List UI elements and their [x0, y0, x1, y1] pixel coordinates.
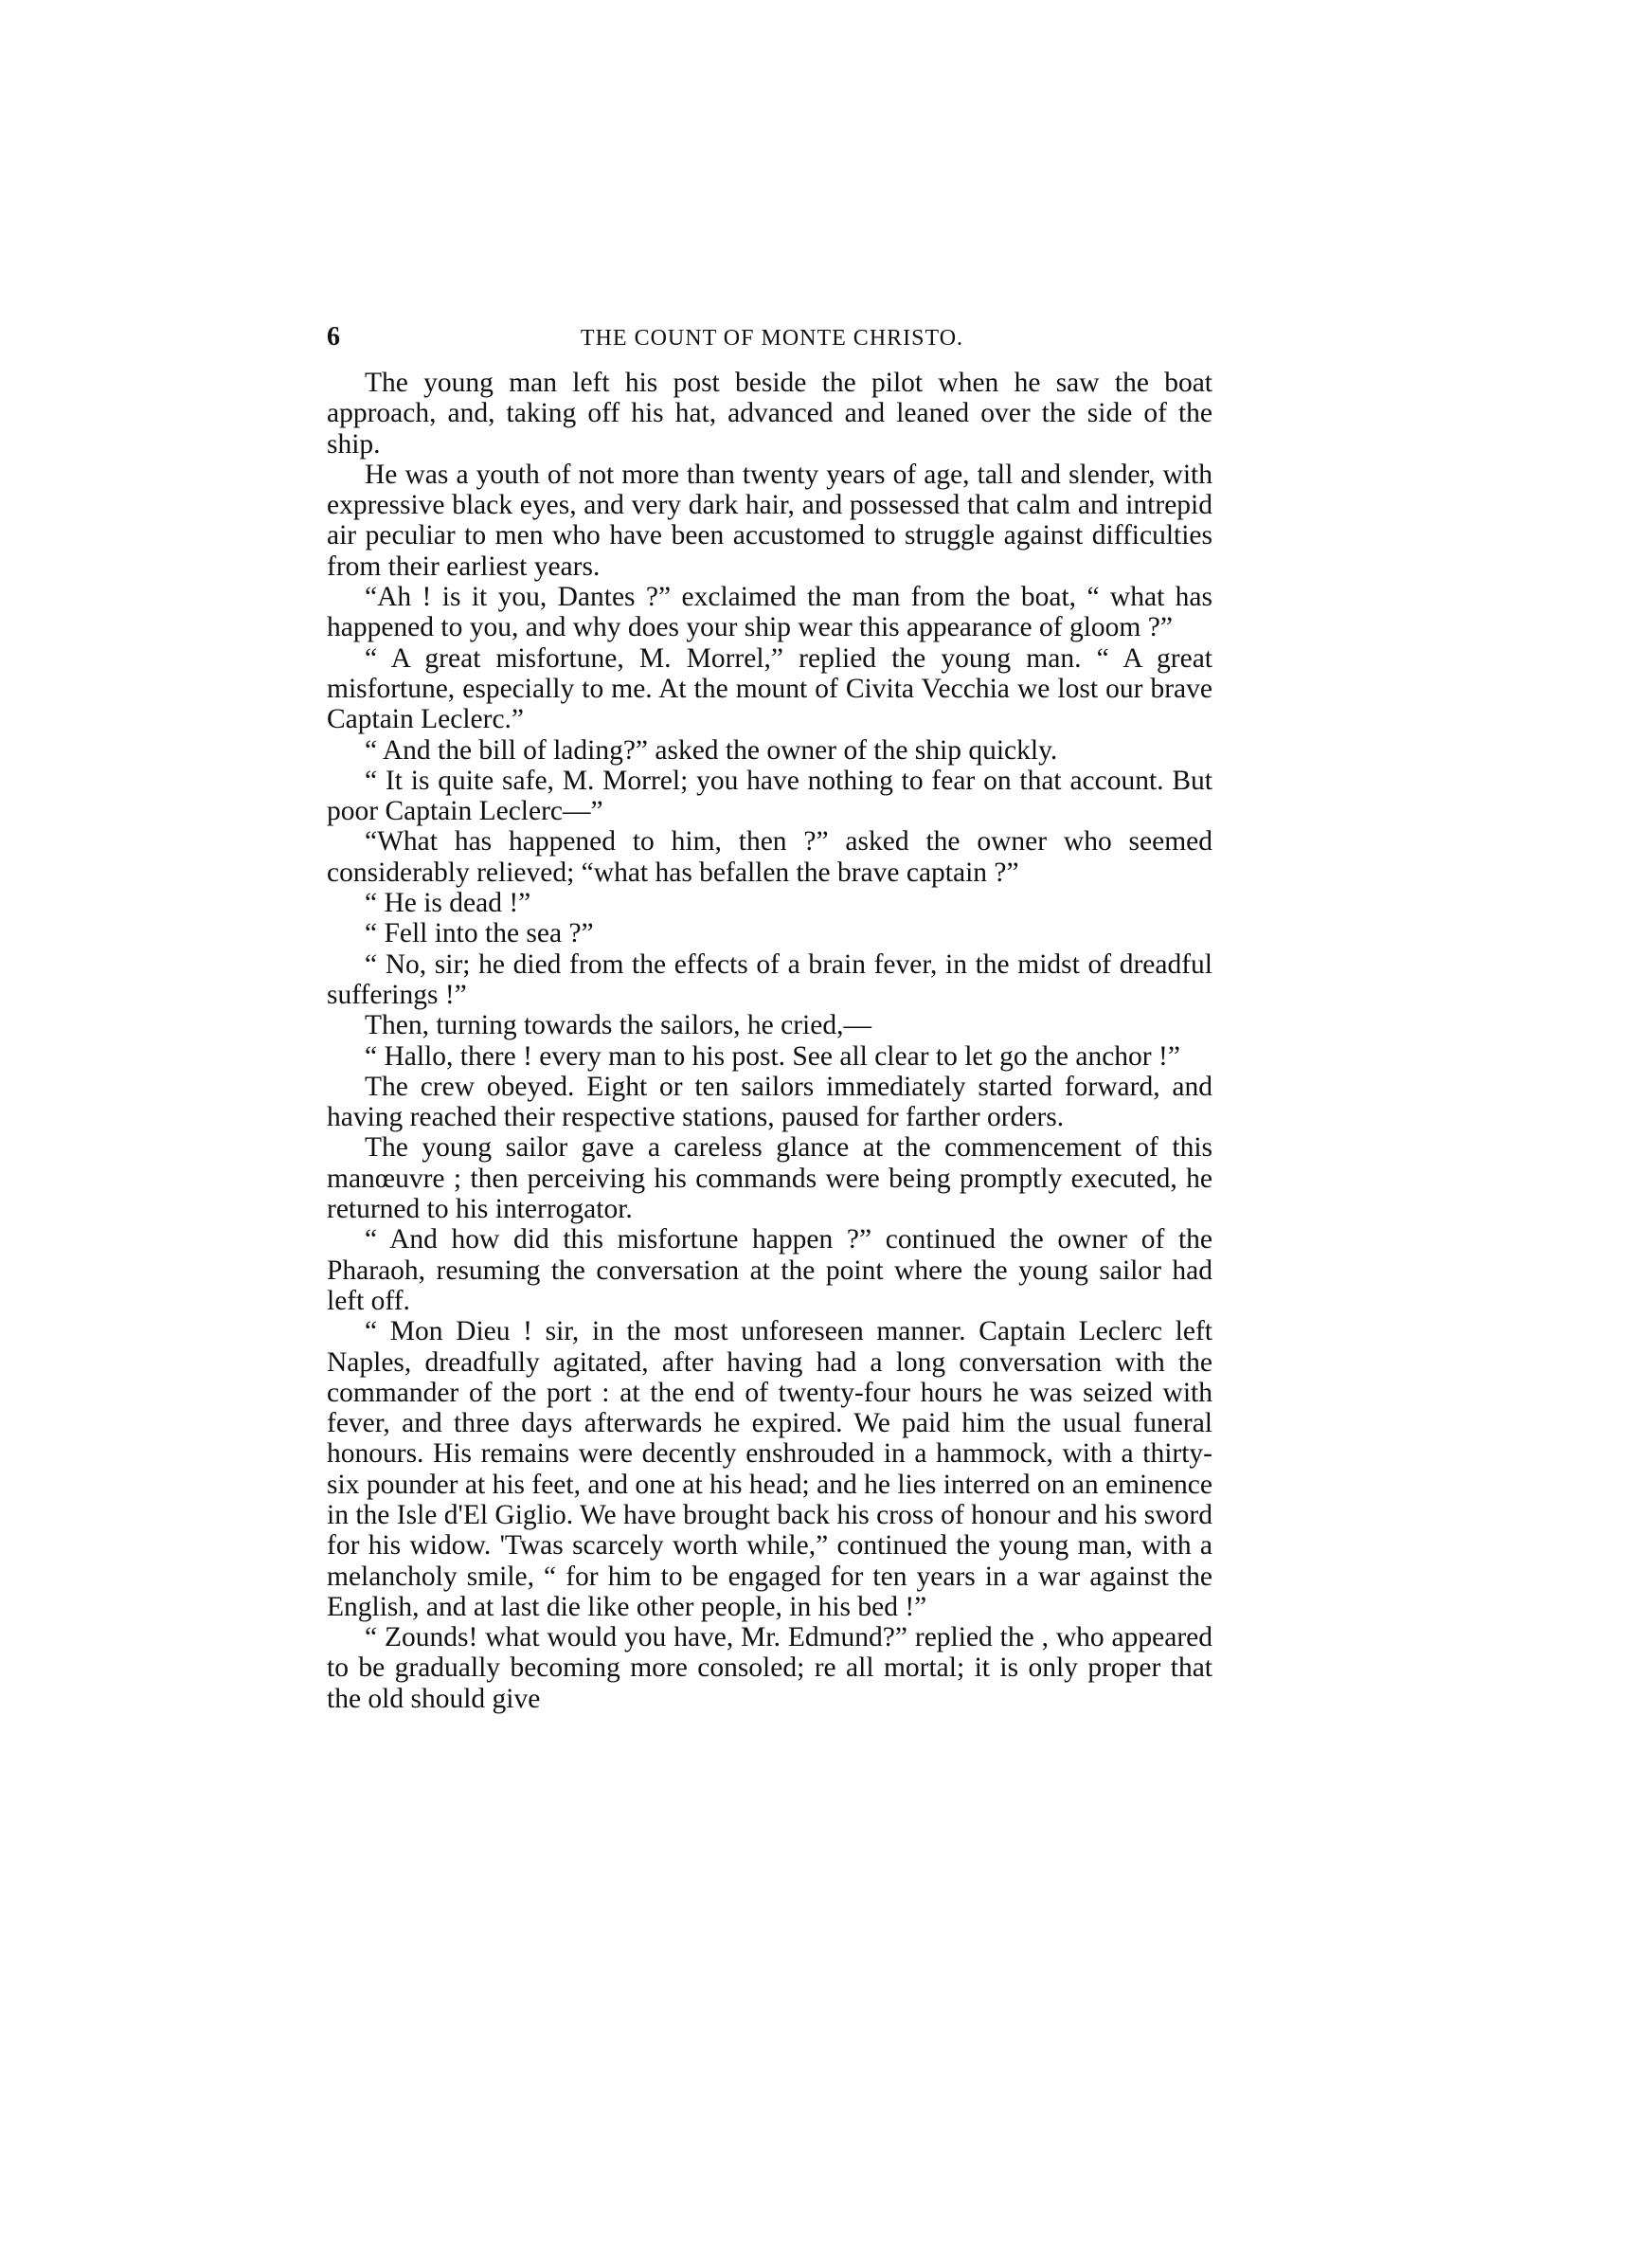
paragraph: “ Zounds! what would you have, Mr. Edmund?” replied the , who appeared to be gradually becoming more consoled; re all mortal; it is only proper that the old should give [327, 1622, 1212, 1714]
paragraph: “ And how did this misfortune happen ?” continued the owner of the Pharaoh, resuming the conversation at the point where the young sailor had left off. [327, 1224, 1212, 1316]
paragraph: “ Hallo, there ! every man to his post. See all clear to let go the anchor !” [365, 1040, 1180, 1072]
paragraph: “ No, sir; he died from the effects of a brain fever, in the midst of dreadful sufferings !” [327, 948, 1212, 1010]
paragraph: The young man left his post beside the pilot when he saw the boat approach, and, taking off his hat, advanced and leaned over the side of the ship. [327, 368, 1212, 460]
paragraph: Then, turning towards the sailors, he cried,— [365, 1010, 871, 1041]
running-title: THE COUNT OF MONTE CHRISTO. [580, 326, 964, 351]
paragraph: “ He is dead !” [365, 888, 531, 919]
paragraph: “ It is quite safe, M. Morrel; you have nothing to fear on that account. But poor Captain Leclerc—” [327, 765, 1212, 827]
page-number: 6 [327, 322, 340, 352]
paragraph: He was a youth of not more than twenty years of age, tall and slender, with expressive black eyes, and very dark hair, and possessed that calm and intrepid air peculiar to men who have been accustomed to struggle against difficulties from their earliest years. [327, 459, 1212, 582]
paragraph: The crew obeyed. Eight or ten sailors immediately started forward, and having reached their respective stations, paused for farther orders. [327, 1071, 1212, 1133]
paragraph: “Ah ! is it you, Dantes ?” exclaimed the man from the boat, “ what has happened to you, and why does your ship wear this appearance of gloom ?” [327, 582, 1212, 643]
paragraph: The young sailor gave a careless glance at the commencement of this manœuvre ; then perceiving his commands were being promptly executed, he returned to his interrogator. [327, 1132, 1212, 1225]
body-text [327, 368, 1212, 1714]
paragraph: “ Mon Dieu ! sir, in the most unforeseen manner. Captain Leclerc left Naples, dreadfully agitated, after having had a long conversation with the commander of the port : at the end of twenty-four hours he was seized with fever, and three days afterwards he expired. We paid him the usual funeral honours. His remains were decently enshrouded in a hammock, with a thirty-six pounder at his feet, and one at his head; and he lies interred on an eminence in the Isle d'El Giglio. We have brought back his cross of honour and his sword for his widow. 'Twas scarcely worth while,” continued the young man, with a melancholy smile, “ for him to be engaged for ten years in a war against the English, and at last die like other people, in his bed !” [327, 1316, 1212, 1622]
paragraph: “ And the bill of lading?” asked the owner of the ship quickly. [365, 734, 1058, 766]
page-header [327, 322, 1217, 360]
paragraph: “What has happened to him, then ?” asked the owner who seemed considerably relieved; “what has befallen the brave captain ?” [327, 826, 1212, 888]
paragraph: “ A great misfortune, M. Morrel,” replied the young man. “ A great misfortune, especially to me. At the mount of Civita Vecchia we lost our brave Captain Leclerc.” [327, 642, 1212, 735]
paragraph: “ Fell into the sea ?” [365, 918, 594, 949]
